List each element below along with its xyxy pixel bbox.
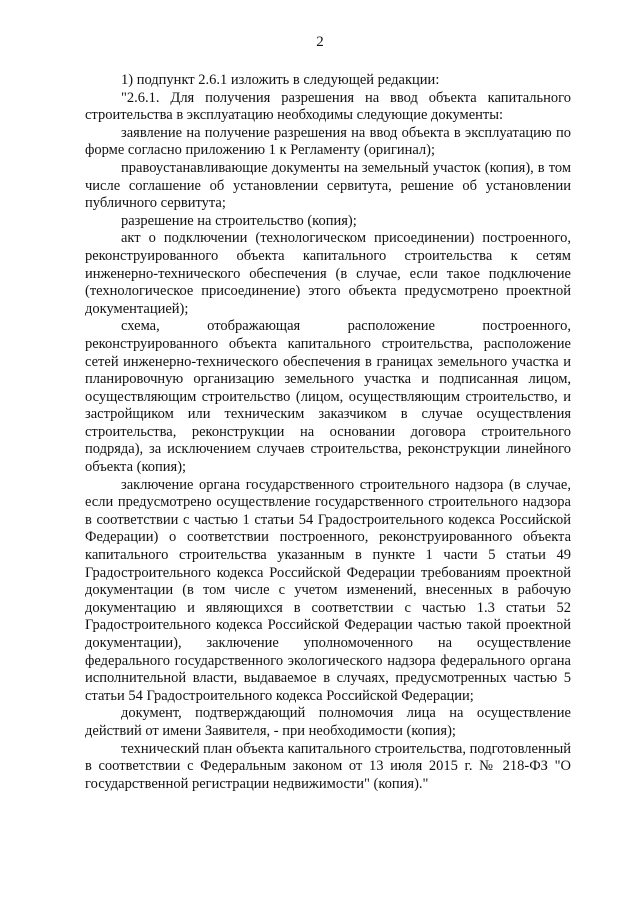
- paragraph-application: заявление на получение разрешения на ввод объекта в эксплуатацию по форме согласно приложению 1 к Регламенту (оригинал);: [85, 124, 571, 159]
- paragraph-construction-permit: разрешение на строительство (копия);: [121, 212, 357, 229]
- paragraph-authority-document: документ, подтверждающий полномочия лица на осуществление действий от имени Заявителя, - при необходимости (копия);: [85, 705, 571, 739]
- paragraph-amendment-intro: 1) подпункт 2.6.1 изложить в следующей редакции:: [121, 72, 440, 88]
- paragraph-supervision-conclusion: заключение органа государственного строительного надзора (в случае, если предусмотрено осуществление государственного строительного надзора в соответствии с частью 1 статьи 54 Градостроительного кодекса Российской Федерации) о соответствии построенного, реконструированного объекта капитального строительства указанным в пункте 1 части 5 статьи 49 Градостроительного кодекса Российской Федерации требованиям проектной документации (в том числе с учетом изменений, внесенных в рабочую документацию и являющихся в соответствии с частью 1.3 статьи 52 Градостроительного кодекса Российской Федерации частью такой проектной документации), заключение уполномоченного на осуществление федерального государственного экологического надзора федерального органа исполнительной власти, выдаваемое в случаях, предусмотренных частью 5 статьи 54 Градостроительного кодекса Российской Федерации;: [85, 476, 571, 704]
- paragraph-clause-2-6-1: "2.6.1. Для получения разрешения на ввод объекта капитального строительства в эксплуатацию необходимы следующие документы:: [85, 89, 571, 124]
- paragraph-connection-act: акт о подключении (технологическом присоединении) построенного, реконструированного объекта капитального строительства к сетям инженерно-технического обеспечения (в случае, если такое подключение (технологическое присоединение) этого объекта предусмотрено проектной документацией);: [85, 230, 571, 317]
- paragraph-site-scheme: схема, отображающая расположение построенного, реконструированного объекта капитального строительства, расположение сетей инженерно-технического обеспечения в границах земельного участка и планировочную организацию земельного участка и подписанная лицом, осуществляющим строительство (лицом, осуществляющим строительство, и застройщиком или техническим заказчиком в случае осуществления строительства, реконструкции на основании договора строительного подряда), за исключением случаев строительства, реконструкции линейного объекта (копия);: [85, 318, 571, 476]
- page-number: 2: [316, 34, 324, 50]
- document-body: [85, 72, 571, 793]
- paragraph-technical-plan: технический план объекта капитального строительства, подготовленный в соответствии с Федеральным законом от 13 июля 2015 г. № 218-ФЗ "О государственной регистрации недвижимости" (копия).": [85, 740, 571, 792]
- paragraph-land-title-documents: правоустанавливающие документы на земельный участок (копия), в том числе соглашение об установлении сервитута, решение об установлении публичного сервитута;: [85, 159, 571, 212]
